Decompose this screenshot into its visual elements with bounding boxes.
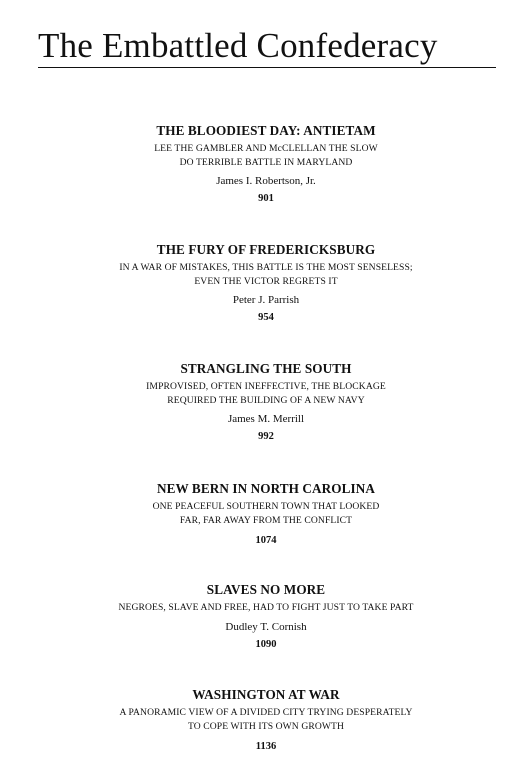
entry-title: STRANGLING THE SOUTH <box>180 361 352 376</box>
entry-page-number: 1090 <box>255 638 277 650</box>
entry-description: ONE PEACEFUL SOUTHERN TOWN THAT LOOKED FAR, FAR AWAY FROM THE CONFLICT <box>152 501 380 526</box>
toc-entry-strangling-the-south <box>40 360 492 444</box>
entry-author: Peter J. Parrish <box>232 294 300 306</box>
toc-entry-washington-at-war <box>40 686 492 754</box>
entry-author: James I. Robertson, Jr. <box>216 175 316 187</box>
entry-description: A PANORAMIC VIEW OF A DIVIDED CITY TRYING DESPERATELY TO COPE WITH ITS OWN GROWTH <box>119 707 413 732</box>
entry-page-number: 1074 <box>255 535 277 546</box>
toc-entry-fredericksburg <box>40 241 492 325</box>
entry-title: THE FURY OF FREDERICKSBURG <box>156 242 376 257</box>
entry-page-number: 954 <box>258 312 274 323</box>
entry-page-number: 901 <box>258 193 274 204</box>
entry-title: SLAVES NO MORE <box>206 582 326 597</box>
page-title: The Embattled Confederacy <box>38 26 438 65</box>
entry-description: IMPROVISED, OFTEN INEFFECTIVE, THE BLOCKAGE REQUIRED THE BUILDING OF A NEW NAVY <box>146 381 386 406</box>
entry-author: Dudley T. Cornish <box>225 620 307 633</box>
entry-title: NEW BERN IN NORTH CAROLINA <box>156 481 376 496</box>
entry-author: James M. Merrill <box>227 413 305 425</box>
entry-page-number: 992 <box>258 431 274 442</box>
toc-entry-new-bern <box>40 480 492 548</box>
entry-description: NEGROES, SLAVE AND FREE, HAD TO FIGHT JUST TO TAKE PART <box>118 602 414 613</box>
toc-entry-slaves-no-more <box>40 581 492 652</box>
entry-title: THE BLOODIEST DAY: ANTIETAM <box>156 123 376 138</box>
entry-page-number: 1136 <box>255 741 277 752</box>
toc-entry-antietam <box>40 122 492 206</box>
entry-title: WASHINGTON AT WAR <box>192 687 340 702</box>
entry-description: IN A WAR OF MISTAKES, THIS BATTLE IS THE MOST SENSELESS; EVEN THE VICTOR REGRETS IT <box>119 262 413 287</box>
entry-description: LEE THE GAMBLER AND McCLELLAN THE SLOW DO TERRIBLE BATTLE IN MARYLAND <box>154 143 378 168</box>
